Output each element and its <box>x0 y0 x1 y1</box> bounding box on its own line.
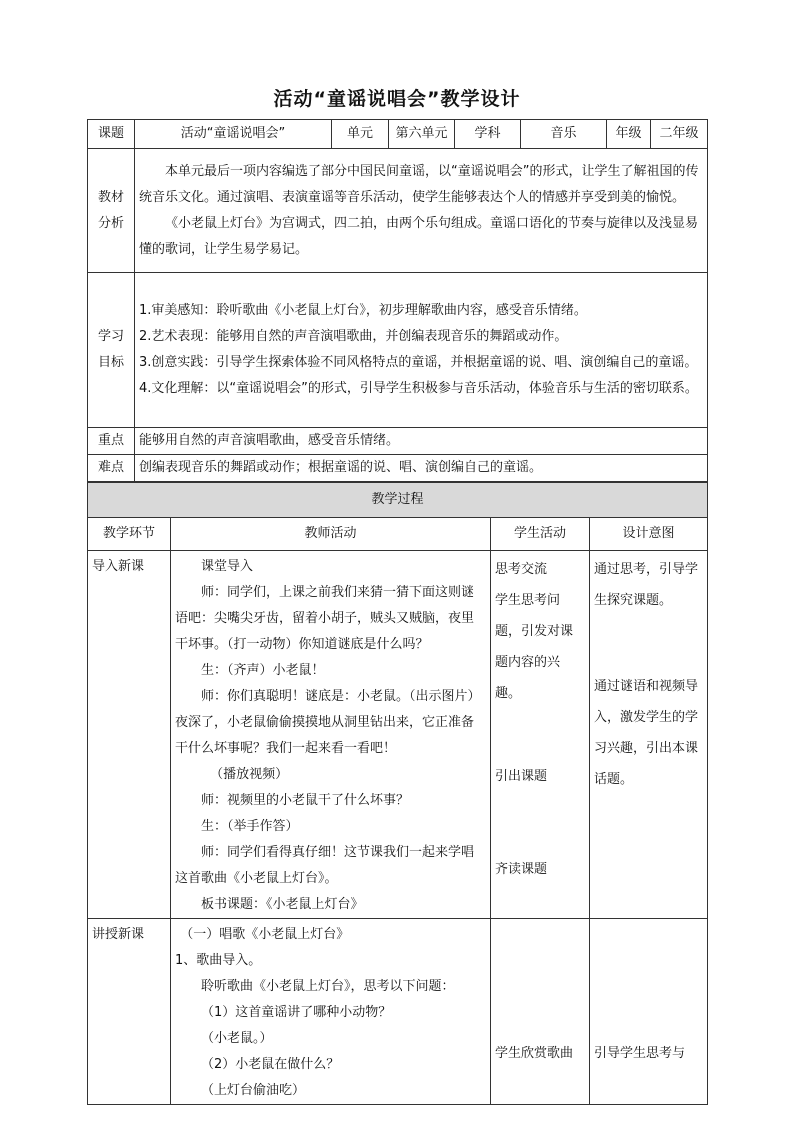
document-title: 活动“童谣说唱会”教学设计 <box>273 88 521 110</box>
lesson-stage: 讲授新课 <box>88 919 171 1105</box>
analysis-content <box>135 149 708 273</box>
topic-value: 活动“童谣说唱会” <box>135 120 332 149</box>
teacher-line: （小老鼠。） <box>201 1031 273 1046</box>
analysis-label: 教材 分析 <box>88 149 135 273</box>
teacher-line: （1）这首童谣讲了哪种小动物？ <box>201 1005 392 1020</box>
objective-item: 3.创意实践：引导学生探索体验不同风格特点的童谣，并根据童谣的说、唱、演创编自己的童谣。 <box>139 355 698 370</box>
analysis-row <box>88 149 708 273</box>
objectives-content <box>135 273 708 428</box>
student-line: 思考交流 <box>495 562 548 577</box>
intro-student <box>491 551 590 919</box>
process-table <box>87 482 708 1105</box>
intro-row <box>88 551 708 919</box>
teacher-line: （一）唱歌《小老鼠上灯台》 <box>180 927 350 942</box>
difficulty-label: 难点 <box>88 455 135 482</box>
difficulty-row <box>88 455 708 482</box>
grade-value: 二年级 <box>651 120 708 149</box>
lesson-row <box>88 919 708 1105</box>
objectives-row <box>88 273 708 428</box>
teacher-line: （2）小老鼠在做什么？ <box>201 1057 340 1072</box>
intent-line: 通过思考，引导学生探究课题。 <box>594 562 699 608</box>
intent-line: 通过谜语和视频导入，激发学生的学习兴趣，引出本课话题。 <box>594 679 699 787</box>
student-line: 引出课题 <box>495 769 548 784</box>
objective-item: 1.审美感知：聆听歌曲《小老鼠上灯台》，初步理解歌曲内容，感受音乐情绪。 <box>139 303 587 318</box>
intent-line: 引导学生思考与 <box>594 1046 686 1061</box>
teacher-line: 师：同学们，上课之前我们来猜一猜下面这则谜语吧：尖嘴尖牙齿，留着小胡子，贼头又贼脑，夜里干坏事。（打一动物）你知道谜底是什么吗？ <box>175 585 475 652</box>
key-point-row <box>88 428 708 455</box>
teacher-line: 课堂导入 <box>201 559 254 574</box>
teacher-line: 1、歌曲导入。 <box>175 953 262 968</box>
student-line: 学生思考问题，引发对课题内容的兴趣。 <box>495 593 574 701</box>
teacher-line: 生：（齐声）小老鼠！ <box>201 663 325 678</box>
intro-intent <box>590 551 708 919</box>
objective-item: 2.艺术表现：能够用自然的声音演唱歌曲，并创编表现音乐的舞蹈或动作。 <box>139 329 568 344</box>
teacher-line: 板书课题：《小老鼠上灯台》 <box>201 897 364 912</box>
header-stage: 教学环节 <box>88 518 171 551</box>
header-student: 学生活动 <box>491 518 590 551</box>
unit-label: 单元 <box>332 120 389 149</box>
lesson-student <box>491 919 590 1105</box>
teacher-line: 师：视频里的小老鼠干了什么坏事？ <box>201 793 410 808</box>
objectives-label: 学习 目标 <box>88 273 135 428</box>
unit-value: 第六单元 <box>389 120 455 149</box>
topic-label: 课题 <box>88 120 135 149</box>
process-band-row <box>88 483 708 518</box>
teacher-line: （上灯台偷油吃） <box>201 1083 306 1098</box>
info-table <box>87 119 708 482</box>
analysis-paragraph: 《小老鼠上灯台》为宫调式，四二拍，由两个乐句组成。童谣口语化的节奏与旋律以及浅显易懂的歌词，让学生易学易记。 <box>139 215 699 257</box>
intro-stage: 导入新课 <box>88 551 171 919</box>
subject-value: 音乐 <box>521 120 607 149</box>
subject-label: 学科 <box>455 120 521 149</box>
meta-row <box>88 120 708 149</box>
teacher-line: 师：同学们看得真仔细！这节课我们一起来学唱这首歌曲《小老鼠上灯台》。 <box>175 845 475 886</box>
header-teacher: 教师活动 <box>171 518 491 551</box>
teacher-line: 师：你们真聪明！谜底是：小老鼠。（出示图片）夜深了，小老鼠偷偷摸摸地从洞里钻出来，它正准备干什么坏事呢？我们一起来看一看吧！ <box>175 689 481 756</box>
process-band: 教学过程 <box>88 483 708 518</box>
key-point-label: 重点 <box>88 428 135 455</box>
grade-label: 年级 <box>607 120 651 149</box>
process-header-row <box>88 518 708 551</box>
teacher-line: 生：（举手作答） <box>201 819 299 834</box>
objective-item: 4.文化理解：以“童谣说唱会”的形式，引导学生积极参与音乐活动，体验音乐与生活的密切联系。 <box>139 381 698 396</box>
teacher-line: （播放视频） <box>210 767 289 782</box>
analysis-paragraph: 本单元最后一项内容编选了部分中国民间童谣，以“童谣说唱会”的形式，让学生了解祖国的传统音乐文化。通过演唱、表演童谣等音乐活动，使学生能够表达个人的情感并享受到美的愉悦。 <box>139 163 699 205</box>
student-line: 齐读课题 <box>495 862 548 877</box>
intro-teacher <box>171 551 491 919</box>
lesson-intent <box>590 919 708 1105</box>
difficulty-value: 创编表现音乐的舞蹈或动作；根据童谣的说、唱、演创编自己的童谣。 <box>135 455 708 482</box>
student-line: 学生欣赏歌曲 <box>495 1046 574 1061</box>
key-point-value: 能够用自然的声音演唱歌曲，感受音乐情绪。 <box>135 428 708 455</box>
teacher-line: 聆听歌曲《小老鼠上灯台》，思考以下问题： <box>201 979 455 994</box>
lesson-teacher <box>171 919 491 1105</box>
header-intent: 设计意图 <box>590 518 708 551</box>
